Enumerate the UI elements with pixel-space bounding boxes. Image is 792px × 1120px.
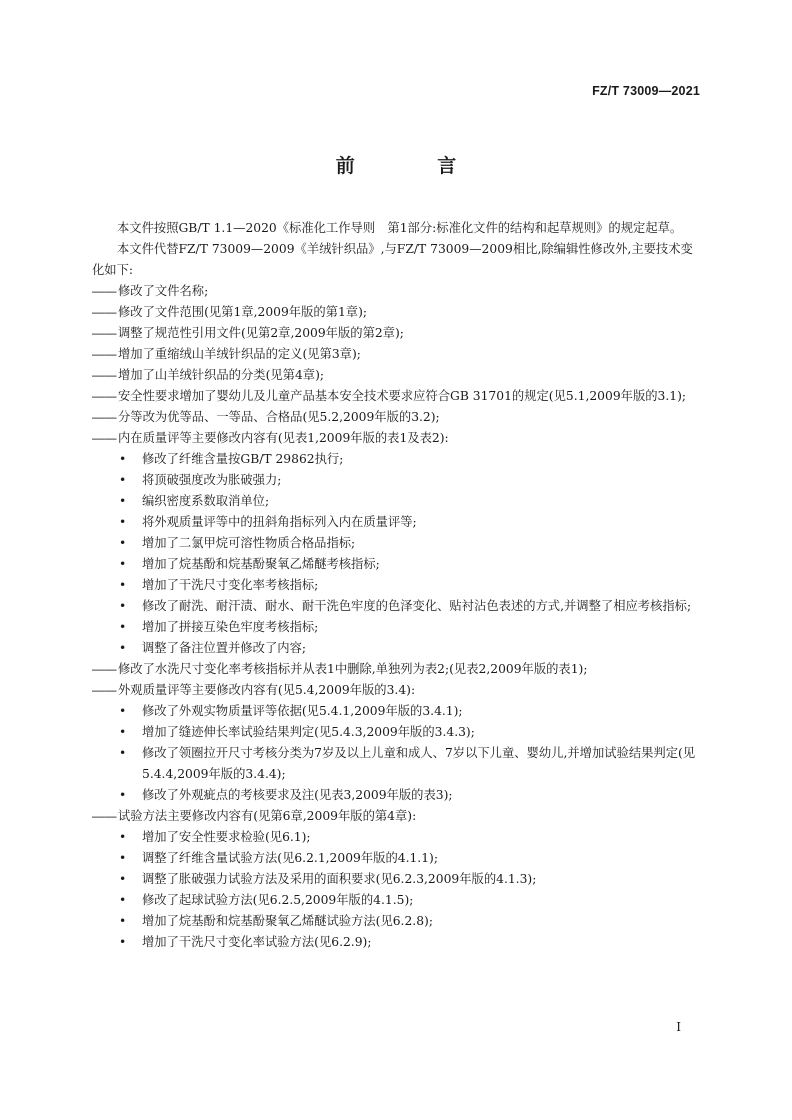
bullet-item [92,911,705,932]
bullet-text: 修改了外观实物质量评等依据(见5.4.1,2009年版的3.4.1); [142,704,463,718]
change-item [92,407,705,428]
bullet-icon: • [119,557,127,571]
bullet-icon: • [119,935,127,949]
bullet-item [92,743,705,785]
change-item [92,680,705,701]
bullet-item [92,512,705,533]
change-text: 内在质量评等主要修改内容有(见表1,2009年版的表1及表2): [118,431,449,445]
bullet-item [92,554,705,575]
change-item [92,659,705,680]
bullet-icon: • [119,725,127,739]
change-text: 安全性要求增加了婴幼儿及儿童产品基本安全技术要求应符合GB 31701的规定(见5.1,2009年版的3.1); [118,389,687,403]
bullet-text: 修改了领圈拉开尺寸考核分类为7岁及以上儿童和成人、7岁以下儿童、婴幼儿,并增加试验结果判定(见5.4.4,2009年版的3.4.4); [142,746,696,781]
bullet-text: 修改了起球试验方法(见6.2.5,2009年版的4.1.5); [142,893,414,907]
bullet-text: 调整了胀破强力试验方法及采用的面积要求(见6.2.3,2009年版的4.1.3); [142,872,537,886]
change-text: 增加了山羊绒针织品的分类(见第4章); [118,368,325,382]
dash-marker: —— [92,389,117,403]
bullet-icon: • [119,452,127,466]
bullet-icon: • [119,746,127,760]
change-text: 修改了文件名称; [118,284,209,298]
bullet-text: 修改了纤维含量按GB/T 29862执行; [142,452,344,466]
bullet-text: 增加了烷基酚和烷基酚聚氧乙烯醚试验方法(见6.2.8); [142,914,433,928]
dash-marker: —— [92,431,117,445]
bullet-text: 编织密度系数取消单位; [142,494,270,508]
bullet-text: 调整了纤维含量试验方法(见6.2.1,2009年版的4.1.1); [142,851,438,865]
bullet-text: 将外观质量评等中的扭斜角指标列入内在质量评等; [142,515,417,529]
change-text: 增加了重缩绒山羊绒针织品的定义(见第3章); [118,347,361,361]
bullet-icon: • [119,578,127,592]
dash-marker: —— [92,410,117,424]
bullet-text: 将顶破强度改为胀破强力; [142,473,282,487]
bullet-icon: • [119,704,127,718]
document-body [92,218,705,953]
change-item [92,281,705,302]
change-text: 分等改为优等品、一等品、合格品(见5.2,2009年版的3.2); [118,410,440,424]
bullet-item [92,533,705,554]
dash-marker: —— [92,662,117,676]
change-text: 修改了文件范围(见第1章,2009年版的第1章); [118,305,368,319]
bullet-item [92,470,705,491]
change-item [92,806,705,827]
dash-marker: —— [92,305,117,319]
change-item [92,365,705,386]
page-number: I [676,1020,681,1034]
bullet-text: 增加了二氯甲烷可溶性物质合格品指标; [142,536,356,550]
dash-marker: —— [92,809,117,823]
change-item [92,323,705,344]
bullet-text: 增加了拼接互染色牢度考核指标; [142,620,319,634]
bullet-item [92,596,705,617]
bullet-item [92,638,705,659]
bullet-text: 增加了干洗尺寸变化率考核指标; [142,578,319,592]
bullet-item [92,827,705,848]
bullet-item [92,491,705,512]
bullet-icon: • [119,494,127,508]
change-text: 外观质量评等主要修改内容有(见5.4,2009年版的3.4): [118,683,416,697]
bullet-icon: • [119,620,127,634]
dash-marker: —— [92,347,117,361]
page-title: 前 言 [335,155,495,177]
bullet-item [92,617,705,638]
change-item [92,428,705,449]
bullet-icon: • [119,599,127,613]
dash-marker: —— [92,326,117,340]
bullet-icon: • [119,851,127,865]
change-item [92,302,705,323]
bullet-item [92,575,705,596]
dash-marker: —— [92,683,117,697]
bullet-icon: • [119,914,127,928]
bullet-item [92,890,705,911]
bullet-icon: • [119,788,127,802]
bullet-icon: • [119,473,127,487]
bullet-item [92,932,705,953]
bullet-icon: • [119,536,127,550]
bullet-icon: • [119,872,127,886]
bullet-text: 增加了烷基酚和烷基酚聚氧乙烯醚考核指标; [142,557,380,571]
bullet-item [92,848,705,869]
bullet-item [92,449,705,470]
bullet-text: 增加了干洗尺寸变化率试验方法(见6.2.9); [142,935,372,949]
bullet-item [92,869,705,890]
standard-code: FZ/T 73009—2021 [592,84,700,98]
bullet-icon: • [119,515,127,529]
bullet-text: 修改了耐洗、耐汗渍、耐水、耐干洗色牢度的色泽变化、贴衬沾色表述的方式,并调整了相应考核指标; [142,599,692,613]
bullet-text: 增加了缝迹伸长率试验结果判定(见5.4.3,2009年版的3.4.3); [142,725,475,739]
bullet-item [92,785,705,806]
bullet-text: 修改了外观疵点的考核要求及注(见表3,2009年版的表3); [142,788,453,802]
bullet-icon: • [119,830,127,844]
intro-paragraph: 本文件代替FZ/T 73009—2009《羊绒针织品》,与FZ/T 73009—2009相比,除编辑性修改外,主要技术变化如下: [92,242,693,277]
change-item [92,344,705,365]
bullet-icon: • [119,893,127,907]
intro-paragraph: 本文件按照GB/T 1.1—2020《标准化工作导则 第1部分:标准化文件的结构和起草规则》的规定起草。 [117,221,683,235]
change-text: 修改了水洗尺寸变化率考核指标并从表1中删除,单独列为表2;(见表2,2009年版的表1); [118,662,588,676]
bullet-text: 增加了安全性要求检验(见6.1); [142,830,311,844]
change-item [92,386,705,407]
bullet-icon: • [119,641,127,655]
change-text: 试验方法主要修改内容有(见第6章,2009年版的第4章): [118,809,417,823]
bullet-item [92,701,705,722]
bullet-item [92,722,705,743]
bullet-text: 调整了备注位置并修改了内容; [142,641,307,655]
change-text: 调整了规范性引用文件(见第2章,2009年版的第2章); [118,326,404,340]
dash-marker: —— [92,284,117,298]
dash-marker: —— [92,368,117,382]
